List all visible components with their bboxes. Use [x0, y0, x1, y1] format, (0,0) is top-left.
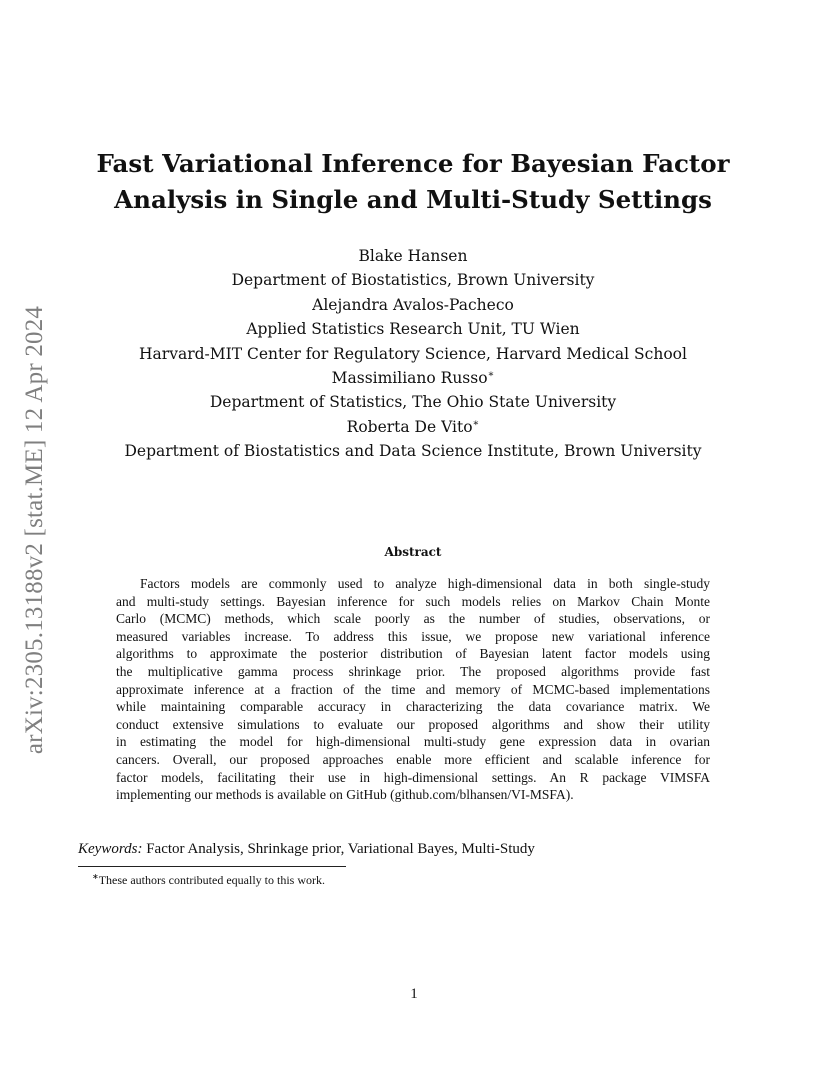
abstract-body [116, 575, 710, 804]
abstract-line: in estimating the model for high-dimensional multi-study gene expression data in ovarian [116, 734, 710, 750]
author-name: Alejandra Avalos-Pacheco [312, 295, 514, 314]
author-block [60, 244, 766, 464]
abstract-line: factor models, facilitating their use in high-dimensional settings. An R package VIMSFA [116, 769, 710, 785]
keywords-label: Keywords: [78, 841, 143, 857]
author-affiliation: Department of Biostatistics, Brown University [231, 271, 595, 290]
abstract-line: cancers. Overall, our proposed approaches enable more efficient and scalable inference for [116, 751, 710, 767]
arxiv-identifier: arXiv:2305.13188v2 [stat.ME] 12 Apr 2024 [21, 305, 48, 755]
keywords-line [78, 839, 758, 859]
arxiv-sidebar-stamp [14, 280, 56, 780]
abstract-line: and multi-study settings. Bayesian inference for such models relies on Markov Chain Monte [116, 593, 710, 609]
abstract-line: approximate inference at a fraction of the time and memory of MCMC-based implementations [116, 681, 710, 697]
author-affiliation: Department of Biostatistics and Data Science Institute, Brown University [124, 442, 702, 461]
keywords-list: Factor Analysis, Shrinkage prior, Variational Bayes, Multi-Study [146, 841, 535, 857]
footnote [92, 872, 692, 888]
abstract-line: measured variables increase. To address this issue, we propose new variational inference [116, 628, 710, 644]
abstract-line: conduct extensive simulations to evaluate our proposed algorithms and show their utility [116, 716, 710, 732]
abstract-line: Factors models are commonly used to analyze high-dimensional data in both single-study [140, 576, 710, 591]
author-affiliation: Department of Statistics, The Ohio State University [209, 393, 617, 412]
footnote-divider [78, 866, 346, 867]
footnote-marker: ∗ [92, 872, 99, 881]
footnote-marker: ∗ [487, 368, 495, 380]
paper-title [60, 146, 766, 218]
author-affiliation: Applied Statistics Research Unit, TU Wien [246, 320, 580, 339]
footnote-marker: ∗ [472, 417, 480, 429]
author-name: Massimiliano Russo∗ [331, 368, 495, 388]
abstract-heading: Abstract [384, 545, 442, 559]
abstract-line: implementing our methods is available on GitHub (github.com/blhansen/VI-MSFA). [116, 787, 574, 803]
author-affiliation: Harvard-MIT Center for Regulatory Science, Harvard Medical School [139, 344, 687, 363]
abstract-line: Carlo (MCMC) methods, which scale poorly as the number of studies, observations, or [116, 611, 710, 627]
author-name: Roberta De Vito∗ [346, 417, 480, 436]
paper-title-line-1: Fast Variational Inference for Bayesian Factor [96, 149, 730, 178]
abstract-line: algorithms to approximate the posterior distribution of Bayesian latent factor models using [116, 646, 710, 662]
abstract-line: the multiplicative gamma process shrinkage prior. The proposed algorithms provide fast [116, 663, 710, 679]
page-number: 1 [410, 986, 418, 1002]
footnote-text: These authors contributed equally to this work. [98, 873, 325, 887]
paper-title-line-2: Analysis in Single and Multi-Study Settings [114, 185, 712, 214]
abstract-line: while maintaining comparable accuracy in characterizing the data covariance matrix. We [116, 699, 710, 715]
author-name: Blake Hansen [358, 247, 468, 265]
